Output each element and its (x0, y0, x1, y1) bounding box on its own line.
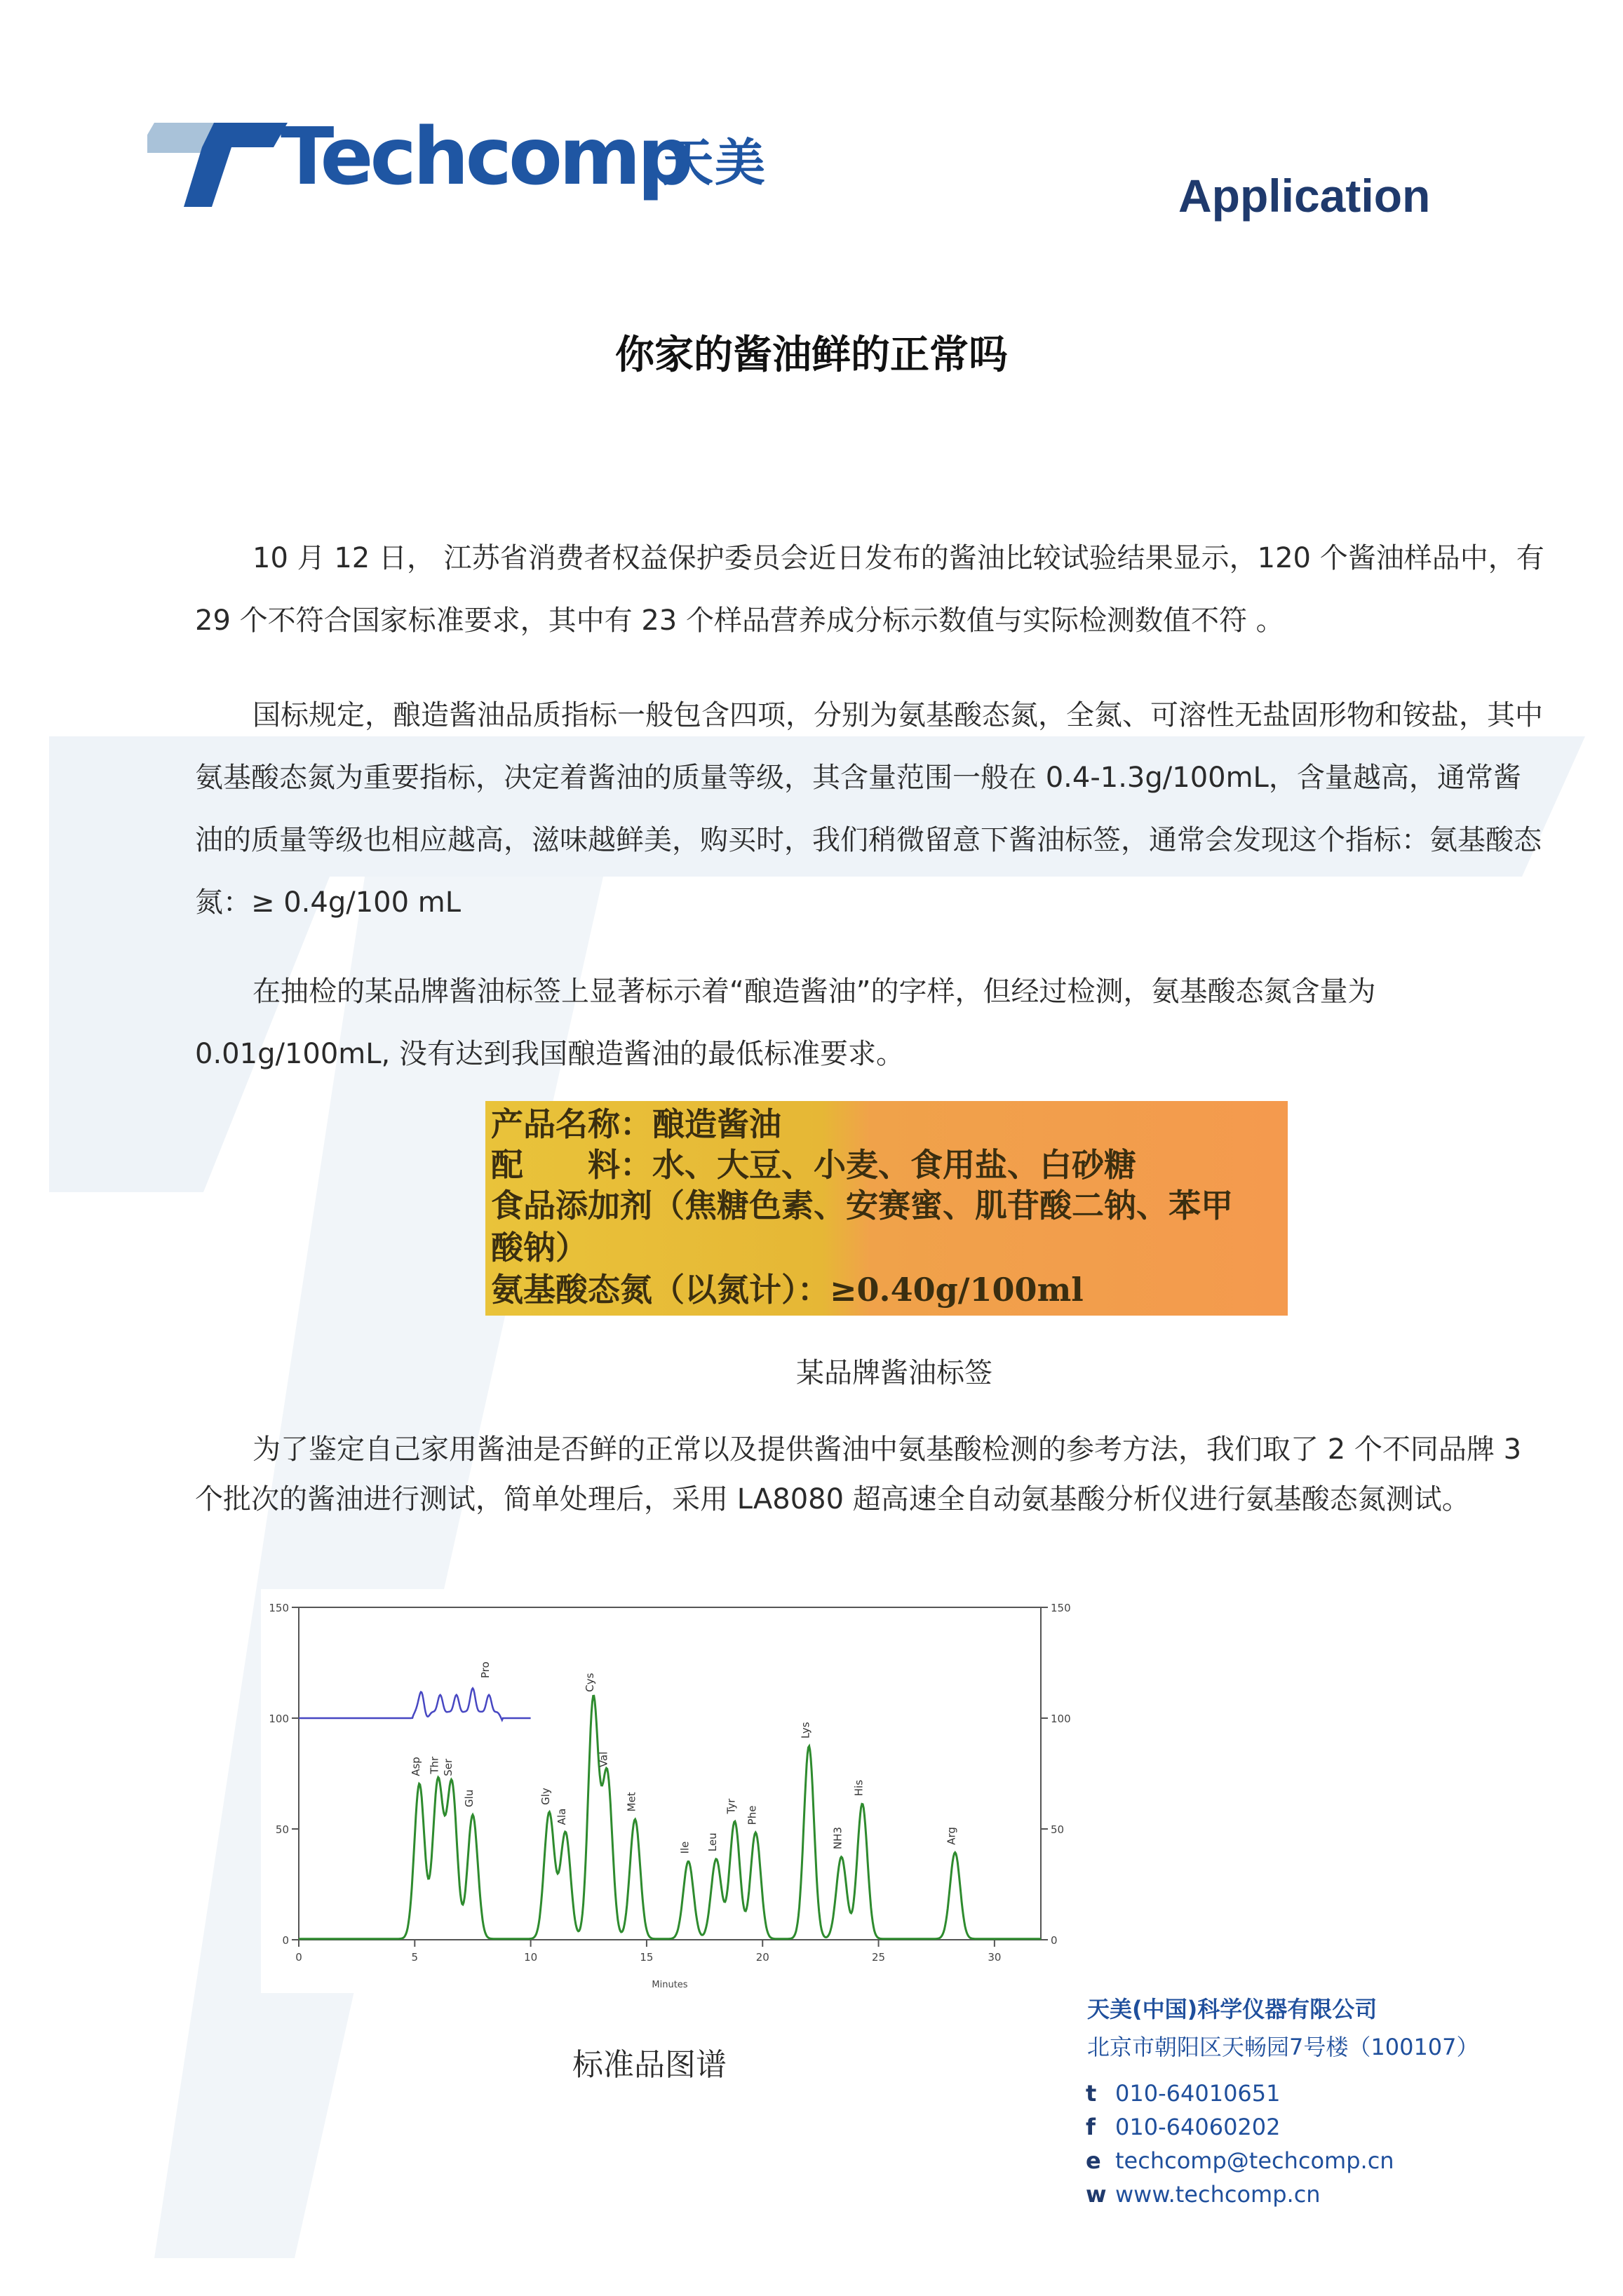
paragraph-3 (195, 961, 1549, 1086)
y-tick-label-right: 0 (1051, 1934, 1058, 1947)
peak-label: Val (597, 1751, 610, 1768)
y-tick-label-right: 150 (1051, 1602, 1071, 1614)
inset-peak-label: Pro (479, 1661, 492, 1679)
contact-fax (1086, 2114, 1281, 2140)
contact-value[interactable]: www.techcomp.cn (1115, 2181, 1321, 2208)
peak-label: Thr (428, 1756, 441, 1774)
contact-key: e (1086, 2147, 1101, 2174)
company-address: 北京市朝阳区天畅园7号楼（100107） (1087, 2034, 1479, 2060)
contact-key: t (1086, 2080, 1097, 2107)
peak-label: Ser (442, 1758, 455, 1776)
peak-label: Asp (409, 1757, 422, 1776)
x-tick-label: 5 (411, 1951, 419, 1964)
page-title: 你家的酱油鲜的正常吗 (615, 332, 1008, 378)
contact-key: w (1086, 2181, 1107, 2208)
paragraph-1-text: 10 月 12 日， 江苏省消费者权益保护委员会近日发布的酱油比较试验结果显示，120 个酱油样品中，有 29 个不符合国家标准要求，其中有 23 个样品营养成分标示数值与实际检测数值不符 。 (195, 542, 1544, 637)
x-tick-label: 0 (295, 1951, 302, 1964)
y-tick-label-left: 0 (282, 1934, 289, 1947)
contact-value: 010-64010651 (1115, 2080, 1281, 2107)
label-caption: 某品牌酱油标签 (796, 1357, 992, 1389)
x-tick-label: 25 (872, 1951, 886, 1964)
peak-label: Ala (555, 1808, 569, 1825)
x-tick-label: 10 (524, 1951, 538, 1964)
paragraph-2-text: 国标规定，酿造酱油品质指标一般包含四项，分别为氨基酸态氮，全氮、可溶性无盐固形物和铵盐，其中氨基酸态氮为重要指标，决定着酱油的质量等级，其含量范围一般在 0.4-1.3g/100mL，含量越高，通常酱油的质量等级也相应越高，滋味越鲜美，购买时，我们稍微留意下酱油标签，通常会发现这个指标：氨基酸态氮：≥ 0.4g/100 mL (195, 699, 1543, 919)
peak-label: Lys (799, 1722, 812, 1739)
peak-label: NH3 (831, 1827, 844, 1850)
peak-label: Glu (462, 1789, 476, 1808)
chart-background (261, 1589, 1075, 1993)
peak-label: Leu (706, 1832, 720, 1852)
y-tick-label-left: 150 (269, 1602, 289, 1614)
contact-value: 010-64060202 (1115, 2114, 1281, 2140)
peak-label: Arg (945, 1827, 958, 1845)
x-tick-label: 30 (988, 1951, 1002, 1964)
logo-chinese: 天美 (663, 133, 767, 192)
paragraph-4 (195, 1425, 1549, 1525)
label-line: 产品名称：酿造酱油 (491, 1105, 781, 1143)
chromatogram-chart (261, 1589, 1075, 1993)
paragraph-4-text: 为了鉴定自己家用酱油是否鲜的正常以及提供酱油中氨基酸检测的参考方法，我们取了 2 个不同品牌 3 个批次的酱油进行测试，简单处理后，采用 LA8080 超高速全自动氨基酸分析仪进行氨基酸态氮测试。 (195, 1433, 1522, 1515)
paragraph-1 (195, 527, 1549, 652)
y-tick-label-right: 100 (1051, 1713, 1071, 1725)
x-tick-label: 15 (640, 1951, 654, 1964)
peak-label: Phe (746, 1805, 759, 1825)
section-label: Application (1178, 170, 1431, 222)
y-tick-label-right: 50 (1051, 1823, 1065, 1836)
peak-label: Cys (583, 1673, 596, 1692)
paragraph-2 (195, 684, 1549, 934)
peak-label: Tyr (725, 1798, 738, 1814)
x-axis-label: Minutes (652, 1980, 688, 1990)
contact-phone (1086, 2080, 1281, 2107)
contact-key: f (1086, 2114, 1096, 2140)
techcomp-logo-icon (147, 119, 288, 210)
company-name: 天美(中国)科学仪器有限公司 (1087, 1996, 1378, 2022)
logo-wordmark: Techcomp (281, 112, 690, 203)
contact-value[interactable]: techcomp@techcomp.cn (1115, 2147, 1394, 2174)
paragraph-3-text: 在抽检的某品牌酱油标签上显著标示着“酿造酱油”的字样，但经过检测，氨基酸态氮含量为0.01g/100mL, 没有达到我国酿造酱油的最低标准要求。 (195, 975, 1376, 1070)
label-line: 氨基酸态氮（以氮计）：≥0.40g/100ml (491, 1271, 1084, 1309)
x-tick-label: 20 (755, 1951, 769, 1964)
soy-sauce-label-image (485, 1101, 1288, 1316)
chart-caption: 标准品图谱 (572, 2047, 727, 2083)
y-tick-label-left: 50 (275, 1823, 289, 1836)
y-tick-label-left: 100 (269, 1713, 289, 1725)
contact-website[interactable] (1086, 2181, 1321, 2208)
label-line: 酸钠） (491, 1229, 588, 1267)
peak-label: Gly (539, 1788, 553, 1805)
peak-label: His (852, 1779, 866, 1797)
label-line: 配 料：水、大豆、小麦、食用盐、白砂糖 (491, 1146, 1136, 1184)
peak-label: Met (625, 1792, 638, 1812)
peak-label: Ile (678, 1841, 692, 1854)
contact-email[interactable] (1086, 2147, 1394, 2174)
label-line: 食品添加剂（焦糖色素、安赛蜜、肌苷酸二钠、苯甲 (491, 1187, 1233, 1224)
